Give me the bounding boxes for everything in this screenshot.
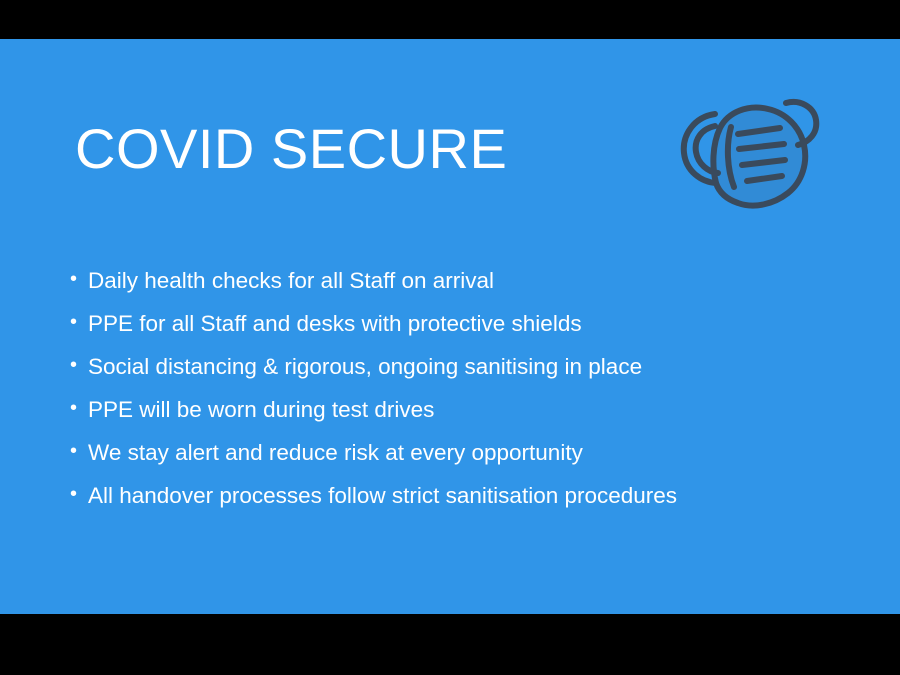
letterbox-bottom-bar xyxy=(0,614,900,675)
bullet-marker: • xyxy=(70,311,78,333)
list-item xyxy=(70,310,870,337)
list-item-text: We stay alert and reduce risk at every opportunity xyxy=(88,440,583,465)
bullet-marker: • xyxy=(70,354,78,376)
list-item-text: Social distancing & rigorous, ongoing sanitising in place xyxy=(88,354,643,379)
list-item-text: PPE for all Staff and desks with protective shields xyxy=(88,311,582,336)
bullet-marker: • xyxy=(70,440,78,462)
letterbox-top-bar xyxy=(0,0,900,39)
list-item xyxy=(70,396,870,423)
list-item xyxy=(70,482,870,509)
slide-canvas xyxy=(0,39,900,614)
bullet-marker: • xyxy=(70,483,78,505)
list-item-text: All handover processes follow strict sanitisation procedures xyxy=(88,483,678,508)
bullet-list xyxy=(70,267,870,525)
list-item xyxy=(70,353,870,380)
list-item xyxy=(70,267,870,294)
page-title: COVID SECURE xyxy=(75,117,508,180)
list-item-text: Daily health checks for all Staff on arrival xyxy=(88,268,495,293)
bullet-marker: • xyxy=(70,397,78,419)
bullet-marker: • xyxy=(70,268,78,290)
list-item xyxy=(70,439,870,466)
face-mask-icon xyxy=(668,87,828,227)
list-item-text: PPE will be worn during test drives xyxy=(88,397,435,422)
